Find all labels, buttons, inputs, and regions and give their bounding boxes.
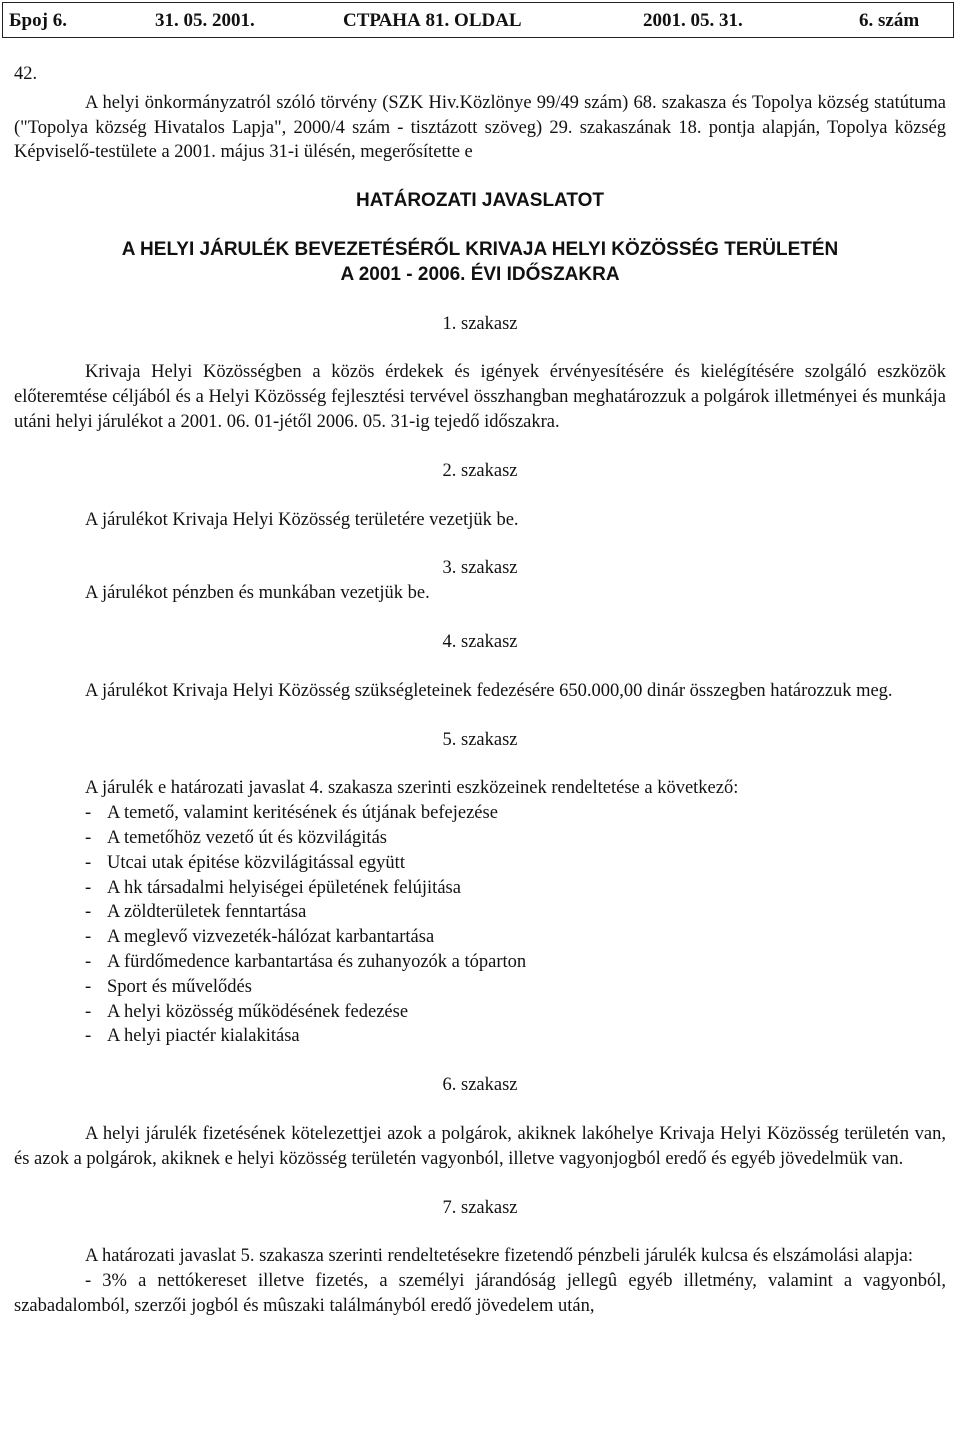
list-item-text: A meglevő vizvezeték-hálózat karbantartása [107, 927, 435, 948]
list-item-text: A temetőhöz vezető út és közvilágitás [107, 827, 387, 848]
section-2-heading: 2. szakasz [442, 460, 518, 481]
list-item-text: Utcai utak épitése közvilágitással együtt [107, 852, 405, 873]
header-date-sr: 31. 05. 2001. [155, 10, 255, 31]
document-subtitle-line1: A HELYI JÁRULÉK BEVEZETÉSÉRŐL KRIVAJA HELYI KÖZÖSSÉG TERÜLETÉN [121, 238, 839, 260]
document-body [14, 62, 946, 1319]
document-title: HATÁROZATI JAVASLATOT [355, 190, 605, 212]
section-7-heading: 7. szakasz [442, 1197, 518, 1218]
list-item-text: A helyi közösség működésének fedezése [107, 1001, 409, 1022]
section-3-heading: 3. szakasz [442, 558, 518, 579]
page-header [2, 2, 954, 38]
section-6-text: A helyi járulék fizetésének kötelezettjei azok a polgárok, akiknek lakóhelye Krivaja Helyi Közösség területén van, és azok a polgárok, akiknek e helyi közösség területén vagyonból, illetve vagyonjogból eredő és egyéb jövedelmük van. [14, 1123, 946, 1169]
header-issue-sr: Број 6. [9, 10, 67, 31]
list-item-text: A temető, valamint keritésének és útjának befejezése [107, 803, 498, 824]
list-item: - A fürdőmedence karbantartása és zuhanyozók a tóparton [85, 951, 527, 972]
document-subtitle-line2: A 2001 - 2006. ÉVI IDŐSZAKRA [340, 263, 620, 285]
list-item-text: A hk társadalmi helyiségei épületének felújitása [107, 877, 461, 898]
list-item: - A zöldterületek fenntartása [85, 902, 307, 923]
list-item: - A helyi piactér kialakitása [85, 1026, 300, 1047]
section-5-heading: 5. szakasz [442, 729, 518, 750]
section-5-list [14, 801, 946, 1049]
section-1-heading: 1. szakasz [442, 313, 518, 334]
list-item-text: A zöldterületek fenntartása [107, 902, 307, 923]
section-7-text: A határozati javaslat 5. szakasza szerinti rendeltetésekre fizetendő pénzbeli járulék kulcsa és elszámolási alapja: [85, 1246, 914, 1267]
section-4-text: A járulékot Krivaja Helyi Közösség szükségleteinek fedezésére 650.000,00 dinár összegben határozzuk meg. [85, 680, 893, 701]
section-7-item: - 3% a nettókereset illetve fizetés, a személyi járandóság jellegû egyéb illetmény, valamint a vagyonból, szabadalomból, szerzői jogból és mûszaki találmányból eredő jövedelem után, [14, 1271, 946, 1316]
header-page: СТРАНА 81. OLDAL [343, 10, 522, 31]
section-6-heading: 6. szakasz [442, 1075, 518, 1096]
section-1-text: Krivaja Helyi Közösségben a közös érdekek és igények érvényesítésére és kielégítésére szolgáló eszközök előteremtése céljából és a Helyi Közösség fejlesztési tervével összhangban meghatározzuk a polgárok illetményei és munkája utáni helyi járulékot a 2001. 06. 01-jétől 2006. 05. 31-ig tejedő időszakra. [14, 362, 946, 432]
list-item: - A helyi közösség működésének fedezése [85, 1001, 409, 1022]
list-item: - Utcai utak épitése közvilágitással együtt [85, 852, 405, 873]
header-issue-hu: 6. szám [859, 10, 920, 31]
header-date-hu: 2001. 05. 31. [643, 10, 743, 31]
section-3-text: A járulékot pénzben és munkában vezetjük be. [85, 583, 430, 604]
list-item: - A hk társadalmi helyiségei épületének felújitása [85, 877, 461, 898]
list-item-text: Sport és művelődés [107, 976, 252, 997]
list-item-text: A helyi piactér kialakitása [107, 1026, 300, 1047]
list-item-text: A fürdőmedence karbantartása és zuhanyozók a tóparton [107, 951, 527, 972]
list-item: - A temető, valamint keritésének és útjának befejezése [85, 803, 498, 824]
list-item: - A temetőhöz vezető út és közvilágitás [85, 827, 387, 848]
section-2-text: A járulékot Krivaja Helyi Közösség területére vezetjük be. [85, 509, 519, 530]
list-item: - Sport és művelődés [85, 976, 252, 997]
section-5-text: A járulék e határozati javaslat 4. szakasza szerinti eszközeinek rendeltetése a következő: [85, 778, 739, 799]
list-item: - A meglevő vizvezeték-hálózat karbantartása [85, 927, 435, 948]
document-number: 42. [14, 64, 38, 84]
section-4-heading: 4. szakasz [442, 631, 518, 652]
preamble: A helyi önkormányzatról szóló törvény (SZK Hiv.Közlönye 99/49 szám) 68. szakasza és Topolya község statútuma ("Topolya község Hivatalos Lapja", 2000/4 szám - tisztázott szöveg) 29. szakaszának 18. pontja alapján, Topolya község Képviselő-testülete a 2001. május 31-i ülésén, megerősítette e [14, 92, 946, 163]
